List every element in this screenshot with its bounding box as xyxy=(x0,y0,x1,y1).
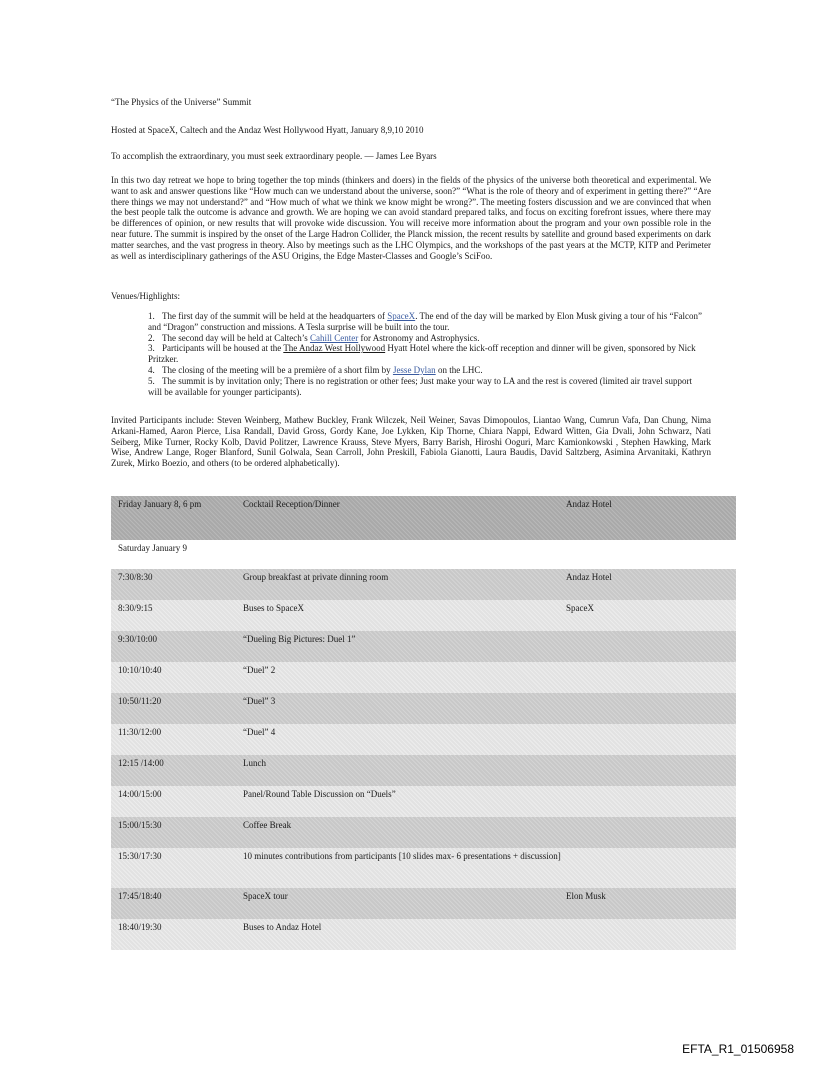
cahill-center-link[interactable]: Cahill Center xyxy=(309,332,359,343)
invited-participants: Invited Participants include: Steven Weinberg, Mathew Buckley, Frank Wilczek, Neil Weiner, Savas Dimopoulos, Liantao Wang, Cumrun Vafa, Dan Chung, Nima Arkani-Hamed, Aaron Pierce, Lisa Randall, David Gross, Gordy Kane, Joe Lykken, Kip Thorne, Chiara Nappi, Edward Witten, Gia Dvali, John Schwarz, Nati Seiberg, Mike Turner, Rocky Kolb, David Politzer, Lawrence Krauss, Steve Myers, Barry Barish, Hiroshi Ooguri, Marc Kamionkowski , Stephen Hawking, Mark Wise, Andrew Lange, Roger Blanford, Sunil Golwala, Sean Carroll, John Preskill, Fabiola Gianotti, Laura Baudis, David Saltzberg, Asimina Arvanitaki, Kathryn Zurek, Mirko Boezio, and others (to be ordered alphabetically). xyxy=(111,415,711,469)
schedule-event: 10 minutes contributions from participants [10 slides max- 6 presentations + discussion] xyxy=(243,851,561,861)
schedule-time: 8:30/9:15 xyxy=(118,603,153,613)
schedule-event: SpaceX tour xyxy=(243,891,288,901)
schedule-time: 7:30/8:30 xyxy=(118,572,153,582)
schedule-event: “Dueling Big Pictures: Duel 1” xyxy=(243,634,356,644)
schedule-table xyxy=(111,496,736,950)
schedule-row xyxy=(111,693,736,724)
schedule-time: 10:50/11:20 xyxy=(118,696,162,706)
venue-item-5: 5. The summit is by invitation only; There is no registration or other fees; Just make your way to LA and the rest is covered (limited air travel support will be available for younger participants). xyxy=(148,375,692,397)
venues-heading: Venues/Highlights: xyxy=(111,291,180,301)
schedule-event: Buses to Andaz Hotel xyxy=(243,922,322,932)
spacex-link[interactable]: SpaceX xyxy=(387,311,416,321)
schedule-time: 9:30/10:00 xyxy=(118,634,158,644)
schedule-row xyxy=(111,600,736,631)
schedule-time: 17:45/18:40 xyxy=(118,891,162,901)
schedule-row xyxy=(111,919,736,950)
andaz-hotel-link[interactable]: The Andaz West Hollywood xyxy=(283,343,386,354)
schedule-time: 14:00/15:00 xyxy=(118,789,162,799)
schedule-time: Saturday January 9 xyxy=(118,543,187,553)
schedule-event: Coffee Break xyxy=(243,820,292,830)
schedule-row xyxy=(111,631,736,662)
venue-item-1: 1. The first day of the summit will be held at the headquarters of SpaceX. The end of the day will be marked by Elon Musk giving a tour of his “Falcon” and “Dragon” construction and missions. A Tesla surprise will be built into the tour. xyxy=(148,311,702,332)
schedule-row xyxy=(111,540,736,569)
document-id: EFTA_R1_01506958 xyxy=(682,1042,794,1056)
hosted-line: Hosted at SpaceX, Caltech and the Andaz West Hollywood Hyatt, January 8,9,10 2010 xyxy=(111,125,424,135)
schedule-place: Elon Musk xyxy=(566,891,606,901)
schedule-row xyxy=(111,786,736,817)
schedule-row xyxy=(111,817,736,848)
venue-item-3: 3. Participants will be housed at the The Andaz West Hollywood Hyatt Hotel where the kick-off reception and dinner will be given, sponsored by Nick Pritzker. xyxy=(148,343,696,365)
summit-title: “The Physics of the Universe” Summit xyxy=(111,97,252,107)
schedule-time: Friday January 8, 6 pm xyxy=(118,499,202,509)
schedule-event: “Duel” 4 xyxy=(243,727,276,737)
schedule-time: 15:00/15:30 xyxy=(118,820,162,830)
schedule-event: “Duel” 2 xyxy=(243,665,276,675)
schedule-event: “Duel” 3 xyxy=(243,696,276,706)
venue-item-4: 4. The closing of the meeting will be a première of a short film by Jesse Dylan on the LHC. xyxy=(148,364,483,375)
schedule-time: 11:30/12:00 xyxy=(118,727,162,737)
schedule-time: 18:40/19:30 xyxy=(118,922,162,932)
epigraph-quote: To accomplish the extraordinary, you must seek extraordinary people. — James Lee Byars xyxy=(111,151,437,161)
schedule-event: Lunch xyxy=(243,758,266,768)
schedule-row xyxy=(111,755,736,786)
schedule-row xyxy=(111,662,736,693)
venues-list xyxy=(148,311,708,397)
schedule-row xyxy=(111,496,736,540)
schedule-row xyxy=(111,724,736,755)
jesse-dylan-link[interactable]: Jesse Dylan xyxy=(392,364,436,375)
venue-item-2: 2. The second day will be held at Caltech’s Cahill Center for Astronomy and Astrophysics. xyxy=(148,332,480,343)
schedule-place: Andaz Hotel xyxy=(566,572,612,582)
schedule-row xyxy=(111,848,736,888)
schedule-time: 15:30/17:30 xyxy=(118,851,162,861)
schedule-event: Group breakfast at private dinning room xyxy=(243,572,389,582)
schedule-row xyxy=(111,888,736,919)
schedule-event: Panel/Round Table Discussion on “Duels” xyxy=(243,789,396,799)
schedule-row xyxy=(111,569,736,600)
schedule-time: 12:15 /14:00 xyxy=(118,758,164,768)
schedule-time: 10:10/10:40 xyxy=(118,665,162,675)
schedule-event: Buses to SpaceX xyxy=(243,603,304,613)
schedule-place: SpaceX xyxy=(566,603,594,613)
schedule-place: Andaz Hotel xyxy=(566,499,612,509)
schedule-event: Cocktail Reception/Dinner xyxy=(243,499,340,509)
intro-paragraph: In this two day retreat we hope to bring together the top minds (thinkers and doers) in the fields of the physics of the universe both theoretical and experimental. We want to ask and answer questions like “How much can we understand about the universe, soon?” “What is the role of theory and of experiment in getting there?” “Are there things we may not understand?” and “How much of what we think we know might be wrong?”. The meeting fosters discussion and we are convinced that when the best people talk the outcome is advance and growth. We are hoping we can avoid standard prepared talks, and focus on exciting forefront issues, where there may be differences of opinion, or new results that will provoke wide discussion. You will receive more information about the program and your own possible role in the near future. The summit is inspired by the onset of the Large Hadron Collider, the Planck mission, the recent results by satellite and ground based experiments on dark matter searches, and the vast progress in theory. Also by meetings such as the LHC Olympics, and the workshops of the past years at the MCTP, KITP and Perimeter as well as interdisciplinary gatherings of the ASU Origins, the Edge Master-Classes and Google’s SciFoo. xyxy=(111,175,711,261)
